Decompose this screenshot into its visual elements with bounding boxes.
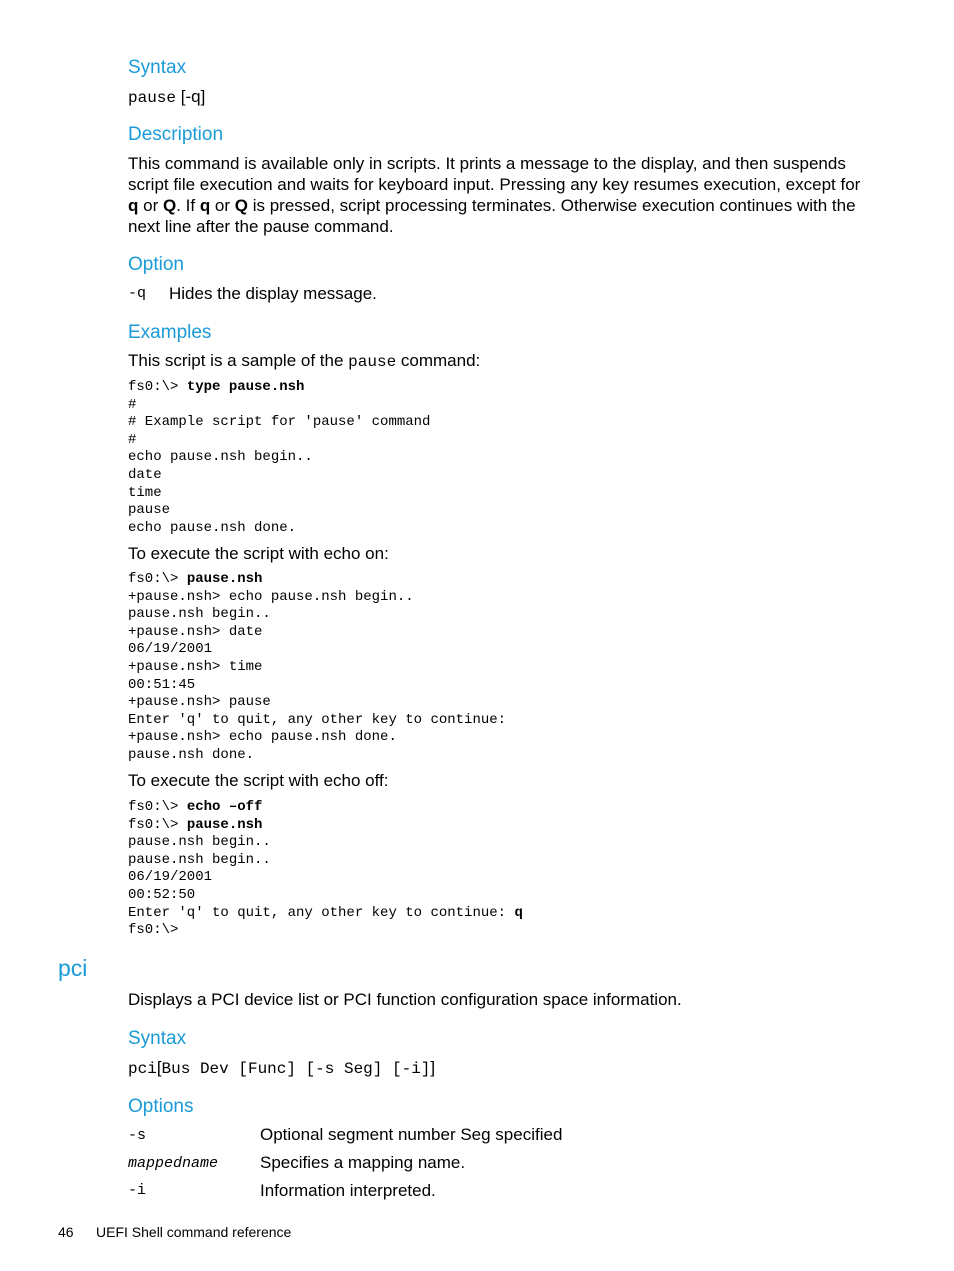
pci-syntax-bracket-close: ]	[430, 1058, 436, 1077]
echo-off-label: To execute the script with echo off:	[128, 771, 389, 790]
pci-syntax-args: Bus Dev [Func] [-s Seg] [-i]	[161, 1060, 431, 1078]
pause-option-desc: Hides the display message.	[169, 284, 377, 303]
pause-description-text: This command is available only in scripts. It prints a message to the display, and then suspends script file execution and waits for keyboard input. Pressing any key resumes execution, except for q or Q. If q or Q is pressed, script processing terminates. Otherwise execution continues with the next line after the pause command.	[128, 154, 861, 236]
pause-examples-heading: Examples	[128, 322, 212, 343]
pause-syntax-args: [-q]	[180, 87, 206, 106]
pause-option-heading: Option	[128, 254, 184, 275]
code-block-echo-on: fs0:\> pause.nsh +pause.nsh> echo pause.nsh begin.. pause.nsh begin.. +pause.nsh> date 06/19/2001 +pause.nsh> time 00:51:45 +pause.nsh> pause Enter 'q' to quit, any other key to continue: +pause.nsh> echo pause.nsh done. pause.nsh done.	[128, 571, 507, 763]
pause-option-flag: -q	[128, 285, 147, 302]
pci-option-desc: Specifies a mapping name.	[260, 1153, 466, 1172]
pci-options-heading: Options	[128, 1096, 194, 1117]
pci-heading: pci	[58, 955, 88, 981]
pci-option-desc: Optional segment number Seg specified	[260, 1125, 563, 1144]
echo-on-label: To execute the script with echo on:	[128, 544, 389, 563]
pci-syntax-line	[128, 1059, 435, 1077]
pause-syntax-line	[128, 88, 205, 106]
pci-description: Displays a PCI device list or PCI function configuration space information.	[128, 990, 682, 1009]
pci-syntax-cmd: pci	[128, 1060, 157, 1078]
pause-description-heading: Description	[128, 124, 224, 145]
pci-option-flag: mappedname	[128, 1155, 219, 1172]
pci-syntax-bracket-open: [	[156, 1058, 162, 1077]
pause-examples-intro-cmd: pause	[348, 353, 397, 371]
pci-option-desc: Information interpreted.	[260, 1181, 436, 1200]
pci-option-flag: -s	[128, 1127, 147, 1144]
pause-syntax-heading: Syntax	[128, 57, 187, 78]
page-number: 46	[58, 1224, 74, 1240]
code-block-echo-off: fs0:\> echo –off fs0:\> pause.nsh pause.nsh begin.. pause.nsh begin.. 06/19/2001 00:52:50 Enter 'q' to quit, any other key to continue: q fs0:\>	[128, 799, 523, 939]
pause-syntax-cmd: pause	[128, 89, 177, 107]
code-block-script: fs0:\> type pause.nsh # # Example script for 'pause' command # echo pause.nsh begin.. date time pause echo pause.nsh done.	[128, 379, 431, 536]
pci-syntax-heading: Syntax	[128, 1028, 187, 1049]
pci-option-flag: -i	[128, 1182, 147, 1199]
pause-examples-intro: This script is a sample of the pause command:	[128, 351, 481, 371]
footer-title: UEFI Shell command reference	[96, 1224, 292, 1240]
